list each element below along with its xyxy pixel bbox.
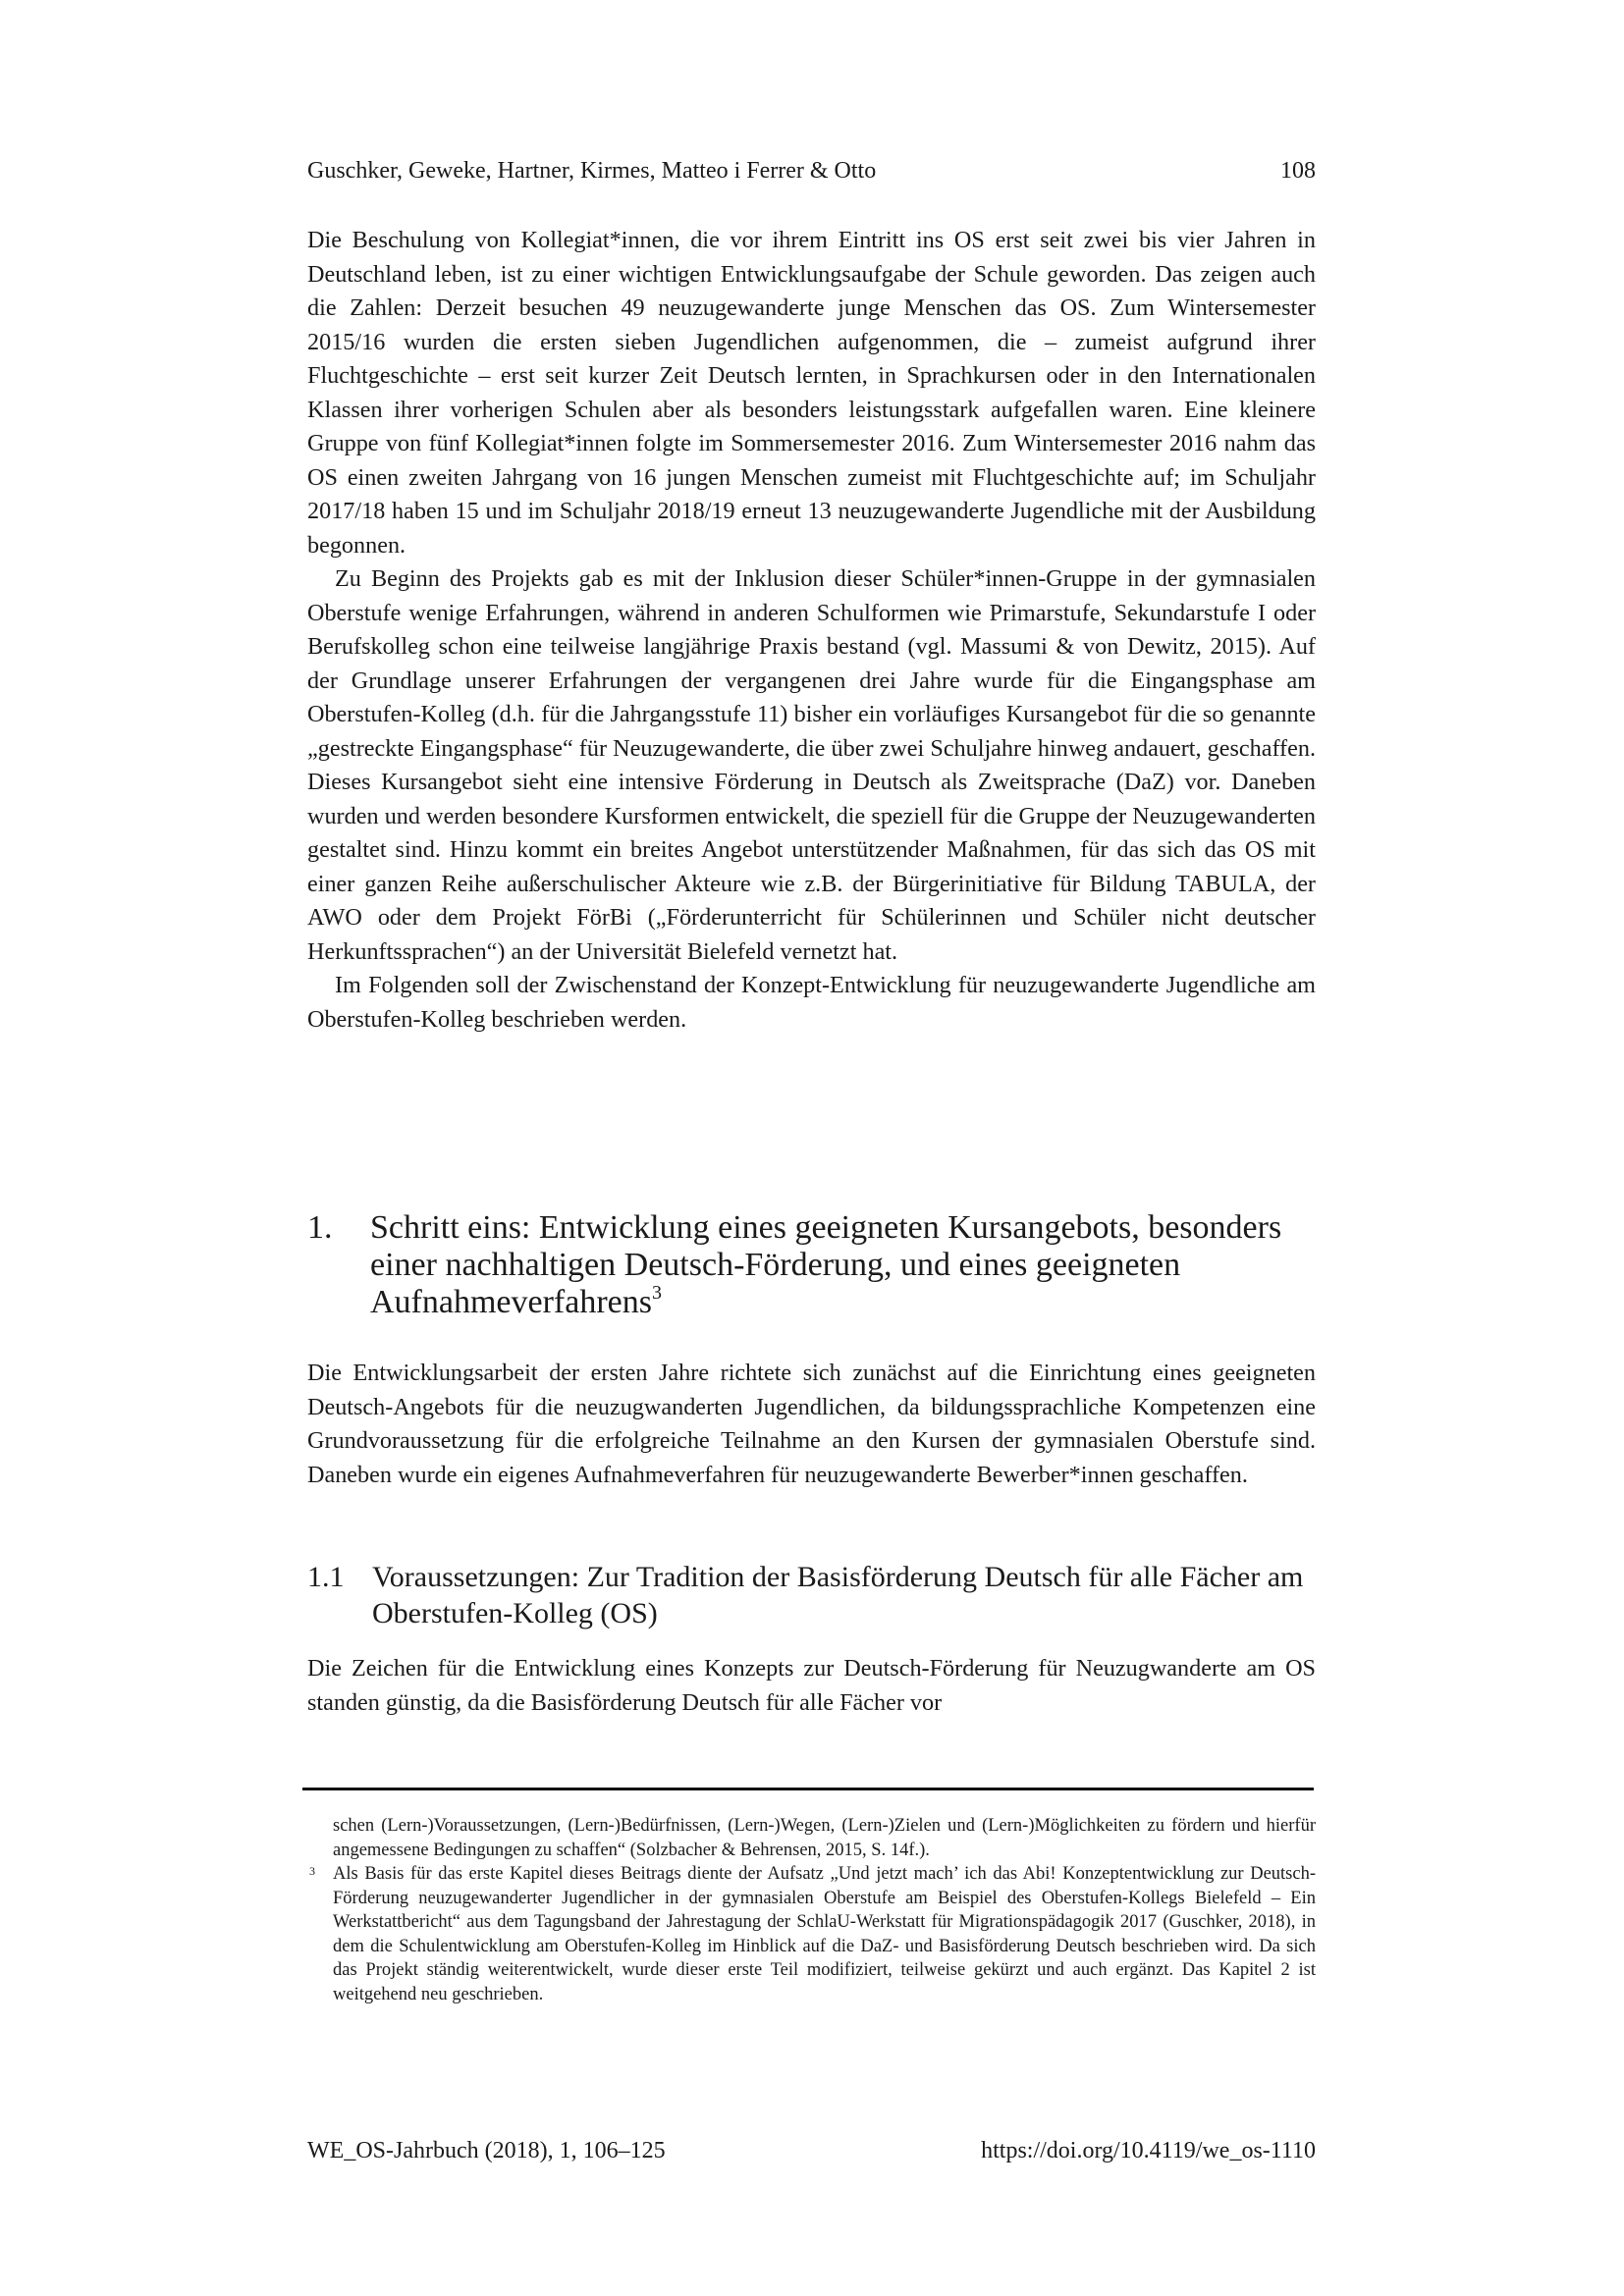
- footnotes: [307, 1814, 1316, 2006]
- section-title-text: Schritt eins: Entwicklung eines geeigneten Kursangebots, besonders einer nachhaltigen Deutsch-Förderung, und eines geeigneten Aufnahmeverfahrens: [370, 1209, 1282, 1320]
- page-number: 108: [1280, 158, 1316, 184]
- running-header: [307, 157, 1316, 185]
- section-1-1-body: [307, 1652, 1316, 1720]
- journal-citation: WE_OS-Jahrbuch (2018), 1, 106–125: [307, 2138, 666, 2163]
- section-heading-1: [307, 1209, 1316, 1321]
- footnote-continued: [307, 1814, 1316, 1862]
- paragraph: Die Zeichen für die Entwicklung eines Konzepts zur Deutsch-Förderung für Neuzugwanderte am OS standen günstig, da die Basisförderung Deutsch für alle Fächer vor: [307, 1655, 1316, 1716]
- section-number: 1.1: [307, 1561, 345, 1593]
- footnote-mark: [307, 1814, 333, 1862]
- paragraph: Die Beschulung von Kollegiat*innen, die vor ihrem Eintritt ins OS erst seit zwei bis vier Jahren in Deutschland leben, ist zu einer wichtigen Entwicklungsaufgabe der Schule geworden. Das zeigen auch die Zahlen: Derzeit besuchen 49 neuzugewanderte junge Menschen das OS. Zum Wintersemester 2015/16 wurden die ersten sieben Jugendlichen aufgenommen, die – zumeist aufgrund ihrer Fluchtgeschichte – erst seit kurzer Zeit Deutsch lernten, in Sprachkursen oder in den Internationalen Klassen ihrer vorherigen Schulen aber als besonders leistungsstark aufgefallen waren. Eine kleinere Gruppe von fünf Kollegiat*innen folgte im Sommersemester 2016. Zum Wintersemester 2016 nahm das OS einen zweiten Jahrgang von 16 jungen Menschen zumeist mit Fluchtgeschichte auf; im Schuljahr 2017/18 haben 15 und im Schuljahr 2018/19 erneut 13 neuzugewanderte Jugendliche mit der Ausbildung begonnen.: [307, 227, 1316, 559]
- section-title: [370, 1209, 1316, 1321]
- footnote-mark: 3: [309, 1864, 315, 1878]
- paragraph: Zu Beginn des Projekts gab es mit der Inklusion dieser Schüler*innen-Gruppe in der gymnasialen Oberstufe wenige Erfahrungen, während in anderen Schulformen wie Primarstufe, Sekundarstufe I oder Berufskolleg schon eine teilweise langjährige Praxis bestand (vgl. Massumi & von Dewitz, 2015). Auf der Grundlage unserer Erfahrungen der vergangenen drei Jahre wurde für die Eingangsphase am Oberstufen-Kolleg (d.h. für die Jahrgangsstufe 11) bisher ein vorläufiges Kursangebot für die so genannte „gestreckte Eingangsphase“ für Neuzugewanderte, die über zwei Schuljahre hinweg andauert, geschaffen. Dieses Kursangebot sieht eine intensive Förderung in Deutsch als Zweitsprache (DaZ) vor. Daneben wurden und werden besondere Kursformen entwickelt, die speziell für die Gruppe der Neuzugewanderten gestaltet sind. Hinzu kommt ein breites Angebot unterstützender Maßnahmen, für das sich das OS mit einer ganzen Reihe außerschulischer Akteure wie z.B. der Bürgerinitiative für Bildung TABULA, der AWO oder dem Projekt FörBi („Förderunterricht für Schülerinnen und Schüler nicht deutscher Herkunftssprachen“) an der Universität Bielefeld vernetzt hat.: [307, 565, 1316, 965]
- doi-link[interactable]: https://doi.org/10.4119/we_os-1110: [981, 2138, 1316, 2163]
- header-authors: Guschker, Geweke, Hartner, Kirmes, Matteo i Ferrer & Otto: [307, 158, 877, 184]
- section-title: Voraussetzungen: Zur Tradition der Basisförderung Deutsch für alle Fächer am Oberstufen-Kolleg (OS): [372, 1561, 1304, 1629]
- section-number: 1.: [307, 1209, 333, 1246]
- paragraph: Die Entwicklungsarbeit der ersten Jahre richtete sich zunächst auf die Einrichtung eines geeigneten Deutsch-Angebots für die neuzugwanderten Jugendlichen, da bildungssprachliche Kompetenzen eine Grundvoraussetzung für die erfolgreiche Teilnahme an den Kursen der gymnasialen Oberstufe sind. Daneben wurde ein eigenes Aufnahmeverfahren für neuzugewanderte Bewerber*innen geschaffen.: [307, 1360, 1316, 1488]
- footnote-text: schen (Lern-)Voraussetzungen, (Lern-)Bedürfnissen, (Lern-)Wegen, (Lern-)Zielen und (Lern-)Möglichkeiten zu fördern und hierfür angemessene Bedingungen zu schaffen“ (Solzbacher & Behrensen, 2015, S. 14f.).: [333, 1816, 1316, 1860]
- section-heading-1-1: [307, 1559, 1316, 1631]
- footnote-ref[interactable]: 3: [651, 1282, 662, 1304]
- page-footer: [307, 2137, 1316, 2164]
- footnote-divider: [302, 1788, 1314, 1790]
- paragraph: Im Folgenden soll der Zwischenstand der Konzept-Entwicklung für neuzugewanderte Jugendliche am Oberstufen-Kolleg beschrieben werden.: [307, 972, 1316, 1033]
- footnote-text: Als Basis für das erste Kapitel dieses Beitrags diente der Aufsatz „Und jetzt mach’ ich das Abi! Konzeptentwicklung zur Deutsch-Förderung neuzugewanderter Jugendlicher in der gymnasialen Oberstufe am Beispiel des Oberstufen-Kollegs Bielefeld – Ein Werkstattbericht“ aus dem Tagungsband der Jahrestagung der SchlaU-Werkstatt für Migrationspädagogik 2017 (Guschker, 2018), in dem die Schulentwicklung am Oberstufen-Kolleg im Hinblick auf die DaZ- und Basisförderung Deutsch beschrieben wird. Da sich das Projekt ständig weiterentwickelt, wurde dieser erste Teil modifiziert, teilweise gekürzt und auch ergänzt. Das Kapitel 2 ist weitgehend neu geschrieben.: [333, 1864, 1316, 2004]
- section-1-body: [307, 1357, 1316, 1492]
- footnote-3: [307, 1862, 1316, 2006]
- intro-section: [307, 224, 1316, 1037]
